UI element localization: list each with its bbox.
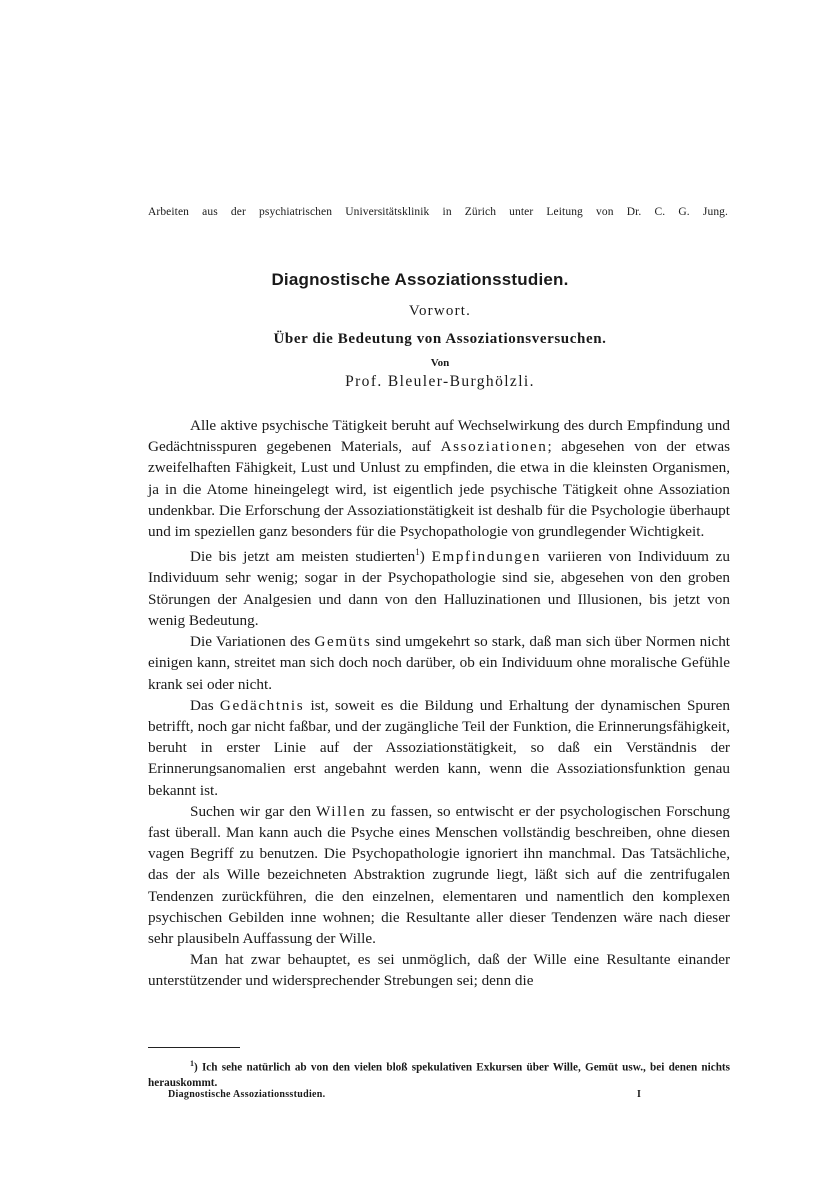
page-title: Diagnostische Assoziationsstudien. [271, 270, 569, 289]
paragraph-4 [148, 695, 730, 801]
signature-mark: I [637, 1089, 641, 1100]
footnote-divider [148, 1047, 240, 1048]
paragraph-4-emphasis: Gedächtnis [219, 696, 305, 714]
paragraph-4-text-a: Das [190, 696, 220, 714]
paragraph-2-text-b: variieren von Individuum zu Individuum sehr wenig; sogar in der Psychopathologie sind sie, abgesehen von den groben Störungen der Analgesien und dann von den Halluzinationen und Illusionen, bis jetzt von wenig Bedeutung. [148, 548, 730, 629]
paragraph-2-text-a2: ) [419, 548, 432, 566]
article-subtitle: Über die Bedeutung von Assoziationsversuchen. [273, 331, 607, 347]
paragraph-5-text-b: zu fassen, so entwischt er der psychologischen Forschung fast überall. Man kann auch die Psyche eines Menschen vollständig beschreiben, ohne diesen vagen Begriff zu benutzen. Die Psychopathologie ignoriert ihn manchmal. Das Tatsächliche, das der als Wille bezeichneten Abstraktion zugrunde liegt, läßt sich auf die zentrifugalen Tendenzen zurückführen, die den einzelnen, elementaren und namentlich den komplexen psychischen Gebilden inne wohnen; die Resultante aller dieser Tendenzen wäre nach dieser sehr plausibeln Auffassung der Wille. [148, 802, 731, 947]
byline-von: Von [430, 357, 450, 369]
footnote-marker: 1 [190, 1059, 194, 1068]
paragraph-3-emphasis: Gemüts [314, 633, 372, 651]
paragraph-1-emphasis: Assoziationen [440, 438, 548, 456]
paragraph-6-text-a: Man hat zwar behauptet, es sei unmöglich, daß der Wille eine Resultante einander unterstützender und widersprechender Strebungen sei; denn die [148, 951, 730, 990]
paragraph-1-text-b: ; abgesehen von der etwas zweifelhaften Fähigkeit, Lust und Unlust zu empfinden, die etwa in die kleinsten Organismen, ja in die Atome hineingelegt wird, ist eigentlich jede psychische Tätigkeit ohne Assoziation undenkbar. Die Erforschung der Assoziationstätigkeit ist deshalb für die Psychologie überhaupt und im speziellen ganz besonders für die Psychopathologie von grundlegender Wichtigkeit. [148, 438, 730, 541]
footnote-paragraph [148, 1056, 730, 1091]
signature-line: Diagnostische Assoziationsstudien. [168, 1089, 326, 1100]
paragraph-5-emphasis: Willen [315, 802, 367, 820]
paragraph-2-emphasis: Empfindungen [431, 548, 542, 566]
paragraph-2 [148, 542, 730, 631]
paragraph-1 [148, 415, 730, 542]
paragraph-5-text-a: Suchen wir gar den [190, 802, 316, 820]
paragraph-6 [148, 949, 730, 991]
paragraph-5 [148, 801, 730, 949]
paragraph-1-text-a: Alle aktive psychische Tätigkeit beruht auf Wechselwirkung des durch Empfindung und Gedächtnisspuren gegebenen Materials, auf [148, 417, 730, 456]
running-header: Arbeiten aus der psychiatrischen Universitätsklinik in Zürich unter Leitung von Dr. C. G. Jung. [148, 206, 728, 218]
section-label: Vorwort. [408, 303, 472, 319]
paragraph-3-text-b: sind umgekehrt so stark, daß man sich über Normen nicht einigen kann, streitet man sich doch noch darüber, ob ein Individuum ohne moralische Gefühle krank sei oder nicht. [148, 633, 731, 693]
footnote-reference: 1 [415, 547, 420, 558]
body-text [148, 415, 730, 992]
paragraph-4-text-b: ist, soweit es die Bildung und Erhaltung der dynamischen Spuren betrifft, noch gar nicht faßbar, und der zugängliche Teil der Funktion, die Erinnerungsfähigkeit, beruht in erster Linie auf der Assoziationstätigkeit, so daß ein Verständnis der Erinnerungsanomalien erst angebahnt werden kann, wenn die Assoziationsfunktion genau bekannt ist. [148, 696, 730, 799]
paragraph-3-text-a: Die Variationen des [190, 633, 315, 651]
footnote [148, 1056, 730, 1091]
paragraph-2-text-a: Die bis jetzt am meisten studierten [190, 548, 416, 566]
paragraph-3 [148, 631, 730, 695]
author-name: Prof. Bleuler-Burghölzli. [345, 373, 535, 390]
footnote-text: ) Ich sehe natürlich ab von den vielen bloß spekulativen Exkursen über Wille, Gemüt usw., bei denen nichts herauskommt. [148, 1061, 730, 1089]
